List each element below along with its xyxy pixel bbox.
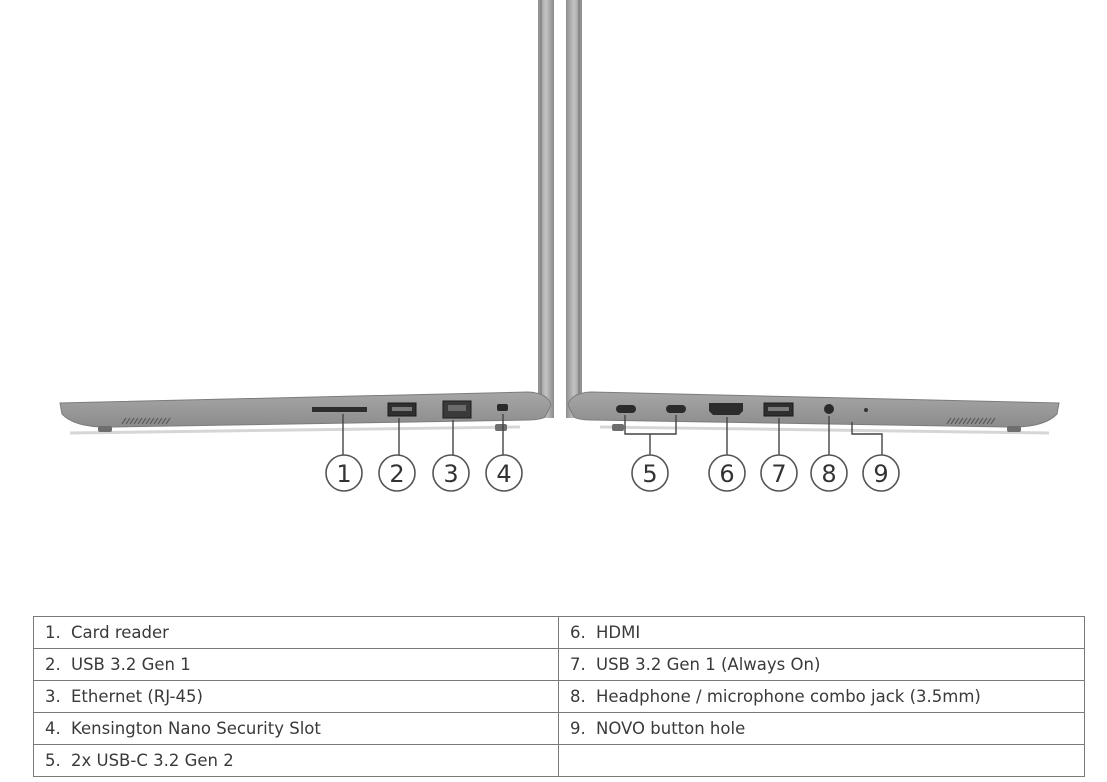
table-cell — [559, 713, 1085, 745]
callout-4 — [486, 455, 522, 491]
callout-1 — [326, 455, 362, 491]
item-number: 2. — [45, 655, 61, 674]
table-cell — [559, 649, 1085, 681]
ports-legend-table — [33, 616, 1085, 777]
right-lid — [566, 0, 582, 418]
svg-text:5: 5 — [642, 460, 658, 488]
table-row — [34, 617, 1085, 649]
table-cell — [34, 649, 559, 681]
item-number: 5. — [45, 751, 61, 770]
item-number: 6. — [570, 623, 586, 642]
callout-3 — [433, 455, 469, 491]
right-foot-front — [1007, 426, 1021, 432]
svg-text:2: 2 — [389, 460, 405, 488]
callout-5 — [632, 455, 668, 491]
table-cell — [559, 745, 1085, 777]
table-cell — [559, 681, 1085, 713]
svg-text:9: 9 — [873, 460, 889, 488]
usb-c-port-1 — [616, 405, 636, 413]
table-row — [34, 681, 1085, 713]
usb-c-port-2 — [666, 405, 686, 413]
svg-text:3: 3 — [443, 460, 459, 488]
table-cell — [34, 681, 559, 713]
right-base — [568, 392, 1059, 427]
hdmi-port — [709, 403, 743, 415]
svg-text:6: 6 — [719, 460, 735, 488]
novo-button-hole — [864, 408, 868, 412]
left-foot-front — [98, 426, 112, 432]
item-label: USB 3.2 Gen 1 (Always On) — [596, 655, 821, 674]
svg-text:8: 8 — [821, 460, 837, 488]
svg-text:7: 7 — [771, 460, 787, 488]
table-row — [34, 649, 1085, 681]
item-label: HDMI — [596, 623, 641, 642]
kensington-slot — [497, 404, 508, 411]
item-label: 2x USB-C 3.2 Gen 2 — [71, 751, 234, 770]
item-label: Headphone / microphone combo jack (3.5mm) — [596, 687, 981, 706]
item-number: 3. — [45, 687, 61, 706]
item-number: 1. — [45, 623, 61, 642]
table-row — [34, 745, 1085, 777]
left-side-laptop — [60, 0, 554, 433]
item-label: USB 3.2 Gen 1 — [71, 655, 191, 674]
item-label: Card reader — [71, 623, 169, 642]
card-reader-port — [312, 407, 367, 412]
left-base — [60, 392, 551, 427]
item-label: Kensington Nano Security Slot — [71, 719, 321, 738]
table-cell — [559, 617, 1085, 649]
left-foot-back — [495, 424, 507, 431]
table-cell — [34, 617, 559, 649]
callout-9 — [863, 455, 899, 491]
left-lid — [538, 0, 554, 418]
right-side-laptop — [566, 0, 1059, 433]
callout-8 — [811, 455, 847, 491]
callout-7 — [761, 455, 797, 491]
svg-text:4: 4 — [496, 460, 512, 488]
right-foot-back — [612, 424, 624, 431]
svg-text:1: 1 — [336, 460, 352, 488]
audio-jack — [824, 404, 834, 414]
callout-2 — [379, 455, 415, 491]
item-number: 7. — [570, 655, 586, 674]
item-number: 8. — [570, 687, 586, 706]
item-label: NOVO button hole — [596, 719, 746, 738]
item-number: 9. — [570, 719, 586, 738]
item-number: 4. — [45, 719, 61, 738]
item-label: Ethernet (RJ-45) — [71, 687, 203, 706]
table-cell — [34, 713, 559, 745]
table-cell — [34, 745, 559, 777]
callout-6 — [709, 455, 745, 491]
table-row — [34, 713, 1085, 745]
